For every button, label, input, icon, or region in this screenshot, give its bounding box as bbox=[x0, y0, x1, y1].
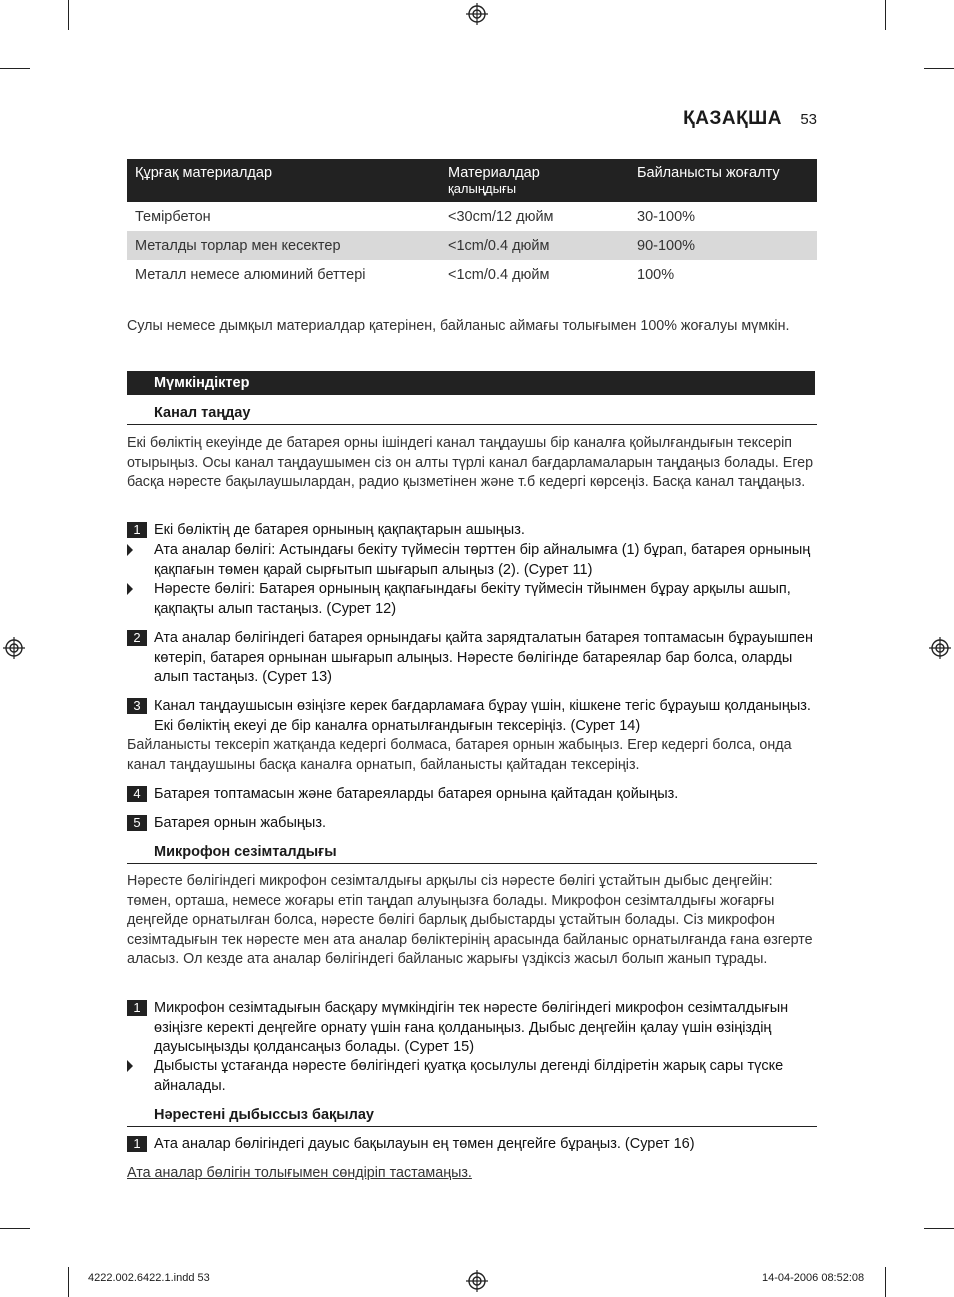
footer-datetime: 14-04-2006 08:52:08 bbox=[762, 1272, 865, 1284]
bullet-text: Ата аналар бөлігі: Астындағы бекіту түймесін төрттен бір айналымға (1) бұрап, батарея орнының қақпағын төмен қарай сырғытып шығарып алыңыз (2). (Сурет 11) bbox=[154, 542, 811, 578]
step3-note: Байланысты тексеріп жатқанда кедергі болмаса, батарея орнын жабыңыз. Егер кедергі болса, онда канал таңдаушыны басқа каналға орнатып, байланысты қайтадан тексеріңіз. bbox=[127, 737, 792, 773]
subheading-channel: Канал таңдау bbox=[127, 403, 817, 425]
table-header-cell: Құрғақ материалдар bbox=[127, 159, 440, 202]
table-cell: 90-100% bbox=[629, 231, 817, 260]
table-cell: Металл немесе алюминий беттері bbox=[135, 266, 366, 283]
step-item bbox=[127, 629, 817, 688]
crop-mark bbox=[68, 1267, 69, 1297]
bullet-item bbox=[127, 580, 817, 619]
step-text: Екі бөліктің де батарея орнының қақпақтарын ашыңыз. bbox=[154, 522, 525, 538]
language-heading: ҚАЗАҚША bbox=[683, 108, 782, 129]
table-cell: Темірбетон bbox=[135, 208, 211, 225]
table-row bbox=[127, 231, 817, 260]
table-header-text: Материалдар bbox=[448, 165, 540, 181]
table-header-cell bbox=[440, 159, 629, 202]
bullet-item bbox=[127, 541, 817, 580]
step-item bbox=[127, 785, 817, 805]
crop-mark bbox=[924, 68, 954, 69]
footer-file-info: 4222.002.6422.1.indd 53 bbox=[88, 1272, 210, 1284]
registration-mark-icon bbox=[466, 1270, 488, 1292]
materials-table bbox=[127, 159, 817, 289]
crop-mark bbox=[924, 1228, 954, 1229]
table-header-row bbox=[127, 159, 817, 202]
crop-mark bbox=[0, 68, 30, 69]
channel-intro: Екі бөліктің екеуінде де батарея орны ішіндегі канал таңдаушы бір каналға қойылғандығын тексеріп отырыңыз. Осы канал таңдаушымен сіз он алты түрлі канал бағдарламаларын таңдаңыз болады. Егер басқа нәресте бақылаушылардан, радио қызметінен және т.б кедергі көрсеңіз. Басқа канал таңдаңыз. bbox=[127, 435, 814, 490]
bullet-item bbox=[127, 1057, 817, 1096]
step-text: Батарея орнын жабыңыз. bbox=[154, 815, 327, 831]
registration-mark-icon bbox=[929, 637, 951, 659]
step-text: Батарея топтамасын және батареяларды батарея орнына қайтадан қойыңыз. bbox=[154, 786, 679, 802]
underlined-warning: Ата аналар бөлігін толығымен сөндіріп тастамаңыз. bbox=[127, 1165, 472, 1181]
table-header-cell: Байланысты жоғалту bbox=[629, 159, 817, 202]
microphone-intro: Нәресте бөлігіндегі микрофон сезімталдығы арқылы сіз нәресте бөлігі ұстайтын дыбыс деңгейін: төмен, орташа, немесе жоғары етіп таңдап алуыңызға болады. Микрофон сезімталдығы жоғарғы деңгейде орнатылған болса, нәресте бөлігі барлық дыбыстарды ұстайтын болады. Сіз микрофон сезімтадығын тек нәресте мен ата аналар бөліктерінің арасында байланыс орнатылғанда ғана өзгерте аласыз. Ол кезде ата аналар бөлігіндегі байланыс жарығы үздіксіз жасыл болып жанып тұрады. bbox=[127, 873, 813, 967]
bullet-arrow-icon bbox=[127, 544, 133, 556]
step-number: 4 bbox=[127, 786, 147, 802]
bullet-text: Дыбысты ұстағанда нәресте бөлігіндегі қуатқа қосылулы дегенді білдіретін жарық сары түске айналады. bbox=[154, 1058, 784, 1094]
bullet-arrow-icon bbox=[127, 583, 133, 595]
step-number: 1 bbox=[127, 522, 147, 538]
step-text: Микрофон сезімтадығын басқару мүмкіндігін тек нәресте бөлігіндегі микрофон сезімталдығын өзіңізге керекті деңгейге орнату үшін ғана қолданыңыз. Дыбыс деңгейін қалау үшін өзіңіздің дауысыңызды қолдансаңыз болады. (Сурет 15) bbox=[154, 1000, 789, 1055]
crop-mark bbox=[885, 1267, 886, 1297]
table-cell: <1cm/0.4 дюйм bbox=[448, 266, 550, 283]
subheading-microphone: Микрофон сезімталдығы bbox=[127, 842, 817, 864]
table-cell: 30-100% bbox=[637, 208, 696, 225]
step-item bbox=[127, 814, 817, 834]
step-text: Ата аналар бөлігіндегі батарея орнындағы қайта зарядталатын батарея топтамасын бұрауышпен көтеріп, батарея орнынан шығарып алыңыз. Нәресте бөлігінде батареялар бар болса, оларды алып тастаңыз. (Сурет 13) bbox=[154, 630, 813, 685]
step-item bbox=[127, 1135, 817, 1155]
table-row bbox=[127, 202, 817, 231]
registration-mark-icon bbox=[466, 3, 488, 25]
table-cell: <1cm/0.4 дюйм bbox=[440, 231, 629, 260]
bullet-text: Нәресте бөлігі: Батарея орнының қақпағындағы бекіту түймесін тйынмен бұрау арқылы ашып, қақпақты алып тастаңыз. (Сурет 12) bbox=[154, 581, 791, 617]
step-text: Канал таңдаушысын өзіңізге керек бағдарламаға бұрау үшін, кішкене тегіс бұрауыш қолданыңыз. Екі бөліктің екеуі де бір каналға орнатылғандығын тексеріңіз. (Сурет 14) bbox=[154, 698, 811, 734]
crop-mark bbox=[0, 1228, 30, 1229]
step-item bbox=[127, 521, 817, 541]
table-header-subtext: қалыңдығы bbox=[448, 181, 517, 196]
page-number: 53 bbox=[800, 111, 817, 128]
step-text: Ата аналар бөлігіндегі дауыс бақылауын ең төмен деңгейге бұраңыз. (Сурет 16) bbox=[154, 1136, 695, 1152]
bullet-arrow-icon bbox=[127, 1060, 133, 1072]
table-cell: 100% bbox=[637, 266, 675, 283]
step-item bbox=[127, 697, 817, 736]
table-cell: Металды торлар мен кесектер bbox=[127, 231, 440, 260]
step-item bbox=[127, 999, 817, 1058]
table-row bbox=[127, 260, 817, 289]
step-number: 2 bbox=[127, 630, 147, 646]
step-number: 1 bbox=[127, 1000, 147, 1016]
wet-materials-note: Сулы немесе дымқыл материалдар қатерінен, байланыс аймағы толығымен 100% жоғалуы мүмкін. bbox=[127, 318, 790, 334]
crop-mark bbox=[68, 0, 69, 30]
section-heading-features: Мүмкіндіктер bbox=[127, 371, 815, 395]
crop-mark bbox=[885, 0, 886, 30]
subheading-silent-monitoring: Нәрестені дыбыссыз бақылау bbox=[127, 1105, 817, 1127]
step-number: 5 bbox=[127, 815, 147, 831]
table-cell: <30cm/12 дюйм bbox=[448, 208, 554, 225]
registration-mark-icon bbox=[3, 637, 25, 659]
silent-note bbox=[127, 1164, 817, 1184]
step-number: 1 bbox=[127, 1136, 147, 1152]
step-number: 3 bbox=[127, 698, 147, 714]
